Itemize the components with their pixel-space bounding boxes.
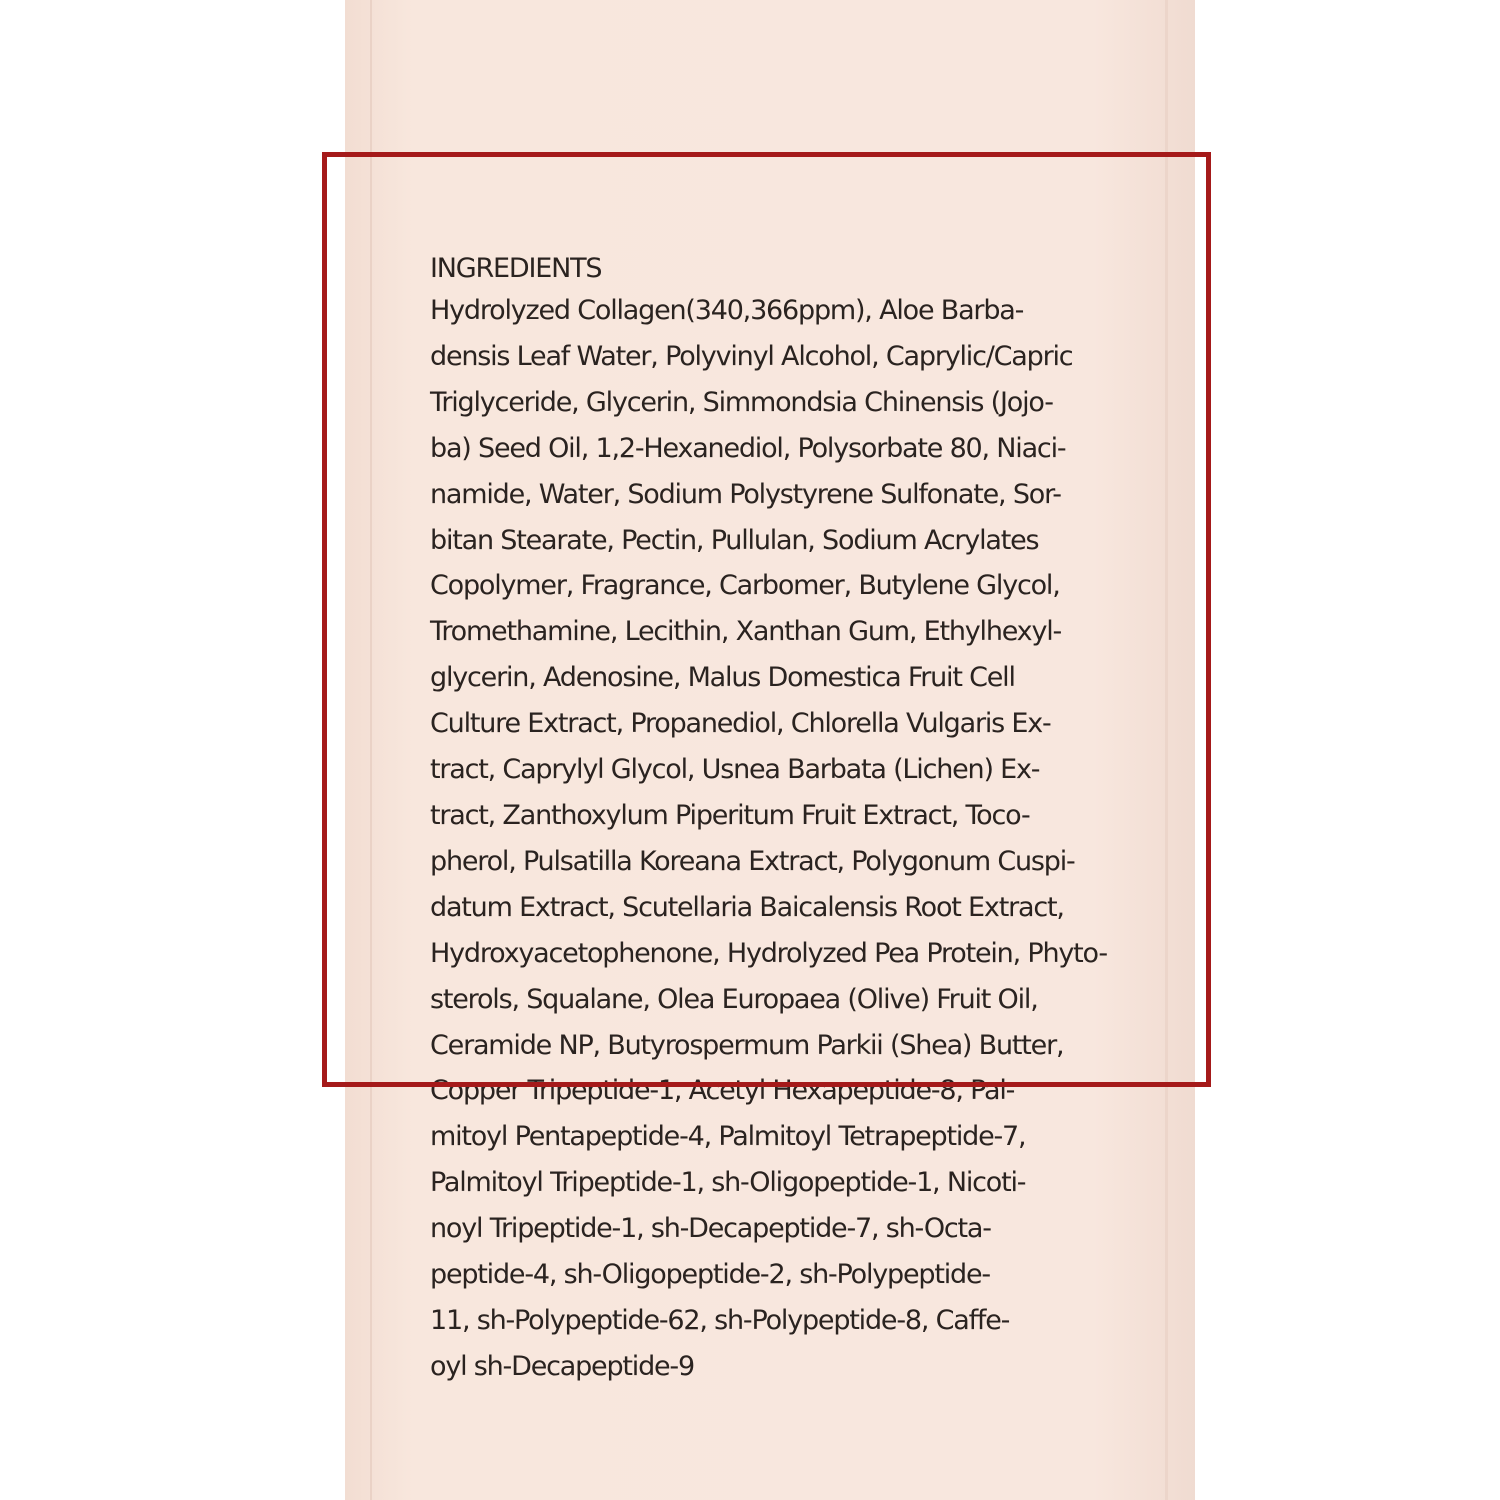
ingredient-line-6: bitan Stearate, Pectin, Pullulan, Sodium Acrylates (430, 524, 1039, 556)
ingredient-line-19: mitoyl Pentapeptide-4, Palmitoyl Tetrapeptide-7, (430, 1121, 1026, 1153)
ingredient-line-9: glycerin, Adenosine, Malus Domestica Fruit Cell (430, 662, 1015, 694)
highlight-frame (322, 152, 1211, 1087)
ingredient-line-18: Copper Tripeptide-1, Acetyl Hexapeptide-8, Pal- (430, 1075, 1015, 1107)
ingredient-line-14: datum Extract, Scutellaria Baicalensis Root Extract, (430, 891, 1064, 923)
ingredient-line-11: tract, Caprylyl Glycol, Usnea Barbata (Lichen) Ex- (430, 754, 1040, 786)
ingredient-line-21: noyl Tripeptide-1, sh-Decapeptide-7, sh-Octa- (430, 1213, 991, 1245)
ingredients-heading: INGREDIENTS (430, 253, 602, 284)
ingredient-line-24: oyl sh-Decapeptide-9 (430, 1350, 694, 1382)
ingredient-line-10: Culture Extract, Propanediol, Chlorella Vulgaris Ex- (430, 708, 1051, 740)
ingredient-line-4: ba) Seed Oil, 1,2-Hexanediol, Polysorbate 80, Niaci- (430, 432, 1066, 464)
ingredient-line-16: sterols, Squalane, Olea Europaea (Olive) Fruit Oil, (430, 983, 1038, 1015)
ingredient-line-13: pherol, Pulsatilla Koreana Extract, Polygonum Cuspi- (430, 845, 1075, 877)
ingredient-line-15: Hydroxyacetophenone, Hydrolyzed Pea Protein, Phyto- (430, 937, 1107, 969)
ingredient-line-20: Palmitoyl Tripeptide-1, sh-Oligopeptide-1, Nicoti- (430, 1167, 1026, 1199)
ingredient-line-2: densis Leaf Water, Polyvinyl Alcohol, Caprylic/Capric (430, 340, 1073, 372)
ingredient-line-5: namide, Water, Sodium Polystyrene Sulfonate, Sor- (430, 478, 1061, 510)
ingredient-line-8: Tromethamine, Lecithin, Xanthan Gum, Ethylhexyl- (430, 616, 1062, 648)
ingredient-line-17: Ceramide NP, Butyrospermum Parkii (Shea) Butter, (430, 1029, 1064, 1061)
ingredient-line-3: Triglyceride, Glycerin, Simmondsia Chinensis (Jojo- (430, 386, 1053, 418)
ingredient-line-22: peptide-4, sh-Oligopeptide-2, sh-Polypeptide- (430, 1259, 990, 1291)
ingredient-line-12: tract, Zanthoxylum Piperitum Fruit Extract, Toco- (430, 799, 1030, 831)
ingredient-line-23: 11, sh-Polypeptide-62, sh-Polypeptide-8, Caffe- (430, 1304, 1010, 1336)
ingredient-line-7: Copolymer, Fragrance, Carbomer, Butylene Glycol, (430, 570, 1060, 602)
ingredient-line-1: Hydrolyzed Collagen(340,366ppm), Aloe Barba- (430, 295, 1024, 326)
